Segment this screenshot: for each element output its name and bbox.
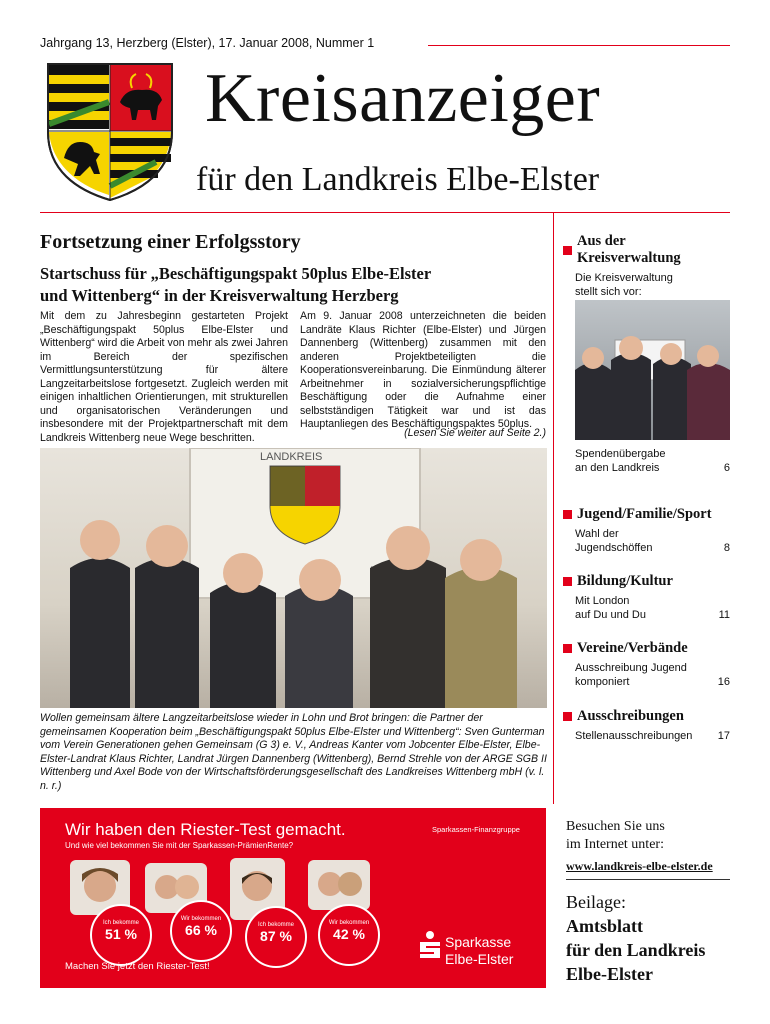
toc-entry-spendenuebergabe[interactable]: Spendenübergabe an den Landkreis 6 [575,448,730,474]
section-heading-vereine: Vereine/Verbände [563,640,730,657]
sidebar-photo [575,300,730,440]
section-bullet-icon [563,510,572,519]
photo-caption: Wollen gemeinsam ältere Langzeitarbeitslose wieder in Lohn und Brot bringen: die Partner der gemeinsamen Kooperation beim „Beschäftigungspakt 50plus Elbe-Elster und Wittenberg“: Sven Gunterman vom Verein Generationen gehen Gemeinsam (G 3) e. V., Andreas Kanter vom Jobcenter Elbe-Elster, Elbe-Elster-Landrat Klaus Richter, Landrat Jürgen Dannenberg (Wittenberg), Bernd Strehle von der ARGE SGB II Wittenberg und Axel Bode von der Wirtschaftsförderungsgesellschaft des Landkreises Wittenberg mbH (v. l. n. r.) [40,712,547,792]
ad-badge-4: Wir bekommen 42 % [318,904,380,966]
section-bullet-icon [563,712,572,721]
section-heading-jugend: Jugend/Familie/Sport [563,506,730,523]
toc-page-number: 16 [717,676,730,688]
ad-subline: Und wie viel bekommen Sie mit der Sparkassen-PrämienRente? [65,841,294,850]
continued-note: (Lesen Sie weiter auf Seite 2.) [404,427,546,439]
web-box: Besuchen Sie uns im Internet unter: www.landkreis-elbe-elster.de [566,818,730,875]
header-rule [428,45,730,46]
article-subtitle-line1: Startschuss für „Beschäftigungspakt 50plus Elbe-Elster [40,264,432,283]
main-photo [40,448,547,708]
toc-entry-london[interactable]: Mit London auf Du und Du 11 [575,595,730,621]
ad-cta: Machen Sie jetzt den Riester-Test! [65,961,210,972]
article-column-1: Mit dem zu Jahresbeginn gestarteten Projekt „Beschäftigungspakt 50plus Elbe-Elster und Wittenberg“ wird die Arbeit von mehr als zwei Jahren im Bereich der spezifischen Vermittlungsunterstützung für ältere Langzeitarbeitslose fortgesetzt. Zugleich werden mit einigen inhaltlichen Orientierungen, mit strukturellen und organisatorischen Veränderungen und insbesondere mit der Projektpartnerschaft mit dem Landkreis Wittenberg neue Wege beschritten. [40,310,288,444]
ad-badge-1: Ich bekomme 51 % [90,904,152,966]
toc-entry-stellenausschreibungen[interactable]: Stellenausschreibungen 17 [575,730,730,742]
section-heading-bildung: Bildung/Kultur [563,573,730,590]
newspaper-title: Kreisanzeiger [205,60,601,137]
ad-brand: Sparkasse Elbe-Elster [445,934,514,967]
ad-badge-3: Ich bekomme 87 % [245,906,307,968]
coat-of-arms-icon [46,62,174,202]
sparkasse-logo-icon [418,930,442,958]
ad-headline: Wir haben den Riester-Test gemacht. [65,820,346,839]
article-subtitle-line2: und Wittenberg“ in der Kreisverwaltung Herzberg [40,286,399,305]
issue-line: Jahrgang 13, Herzberg (Elster), 17. Januar 2008, Nummer 1 [40,36,375,50]
photo-illustration [40,448,547,708]
ad-group: Sparkassen-Finanzgruppe [432,825,520,834]
ad-photo-4 [308,860,370,910]
section-heading-kreisverwaltung: Aus der Kreisverwaltung [563,233,730,267]
toc-page-number: 6 [723,462,730,474]
section-bullet-icon [563,577,572,586]
section-bullet-icon [563,246,572,255]
article-subtitle [40,263,550,307]
article-title: Fortsetzung einer Erfolgsstory [40,231,301,253]
section-heading-ausschreibungen: Ausschreibungen [563,708,730,725]
beilage-box: Beilage: Amtsblatt für den Landkreis Elbe-Elster [566,892,706,984]
web-box-rule [566,879,730,880]
website-link[interactable]: www.landkreis-elbe-elster.de [566,859,713,873]
toc-page-number: 11 [718,609,730,621]
photo-sign-top: LANDKREIS [260,451,323,463]
header-bottom-rule [40,212,730,213]
toc-entry-jugend-komponiert[interactable]: Ausschreibung Jugend komponiert 16 [575,662,730,688]
toc-entry-kulturamt[interactable]: Die Kreisverwaltung stellt sich vor: [575,271,730,313]
newspaper-subtitle: für den Landkreis Elbe-Elster [196,161,600,198]
column-divider [553,212,554,804]
section-bullet-icon [563,644,572,653]
toc-page-number: 8 [723,542,730,554]
sparkasse-ad[interactable] [40,808,546,988]
toc-page-number: 17 [717,730,730,742]
toc-entry-jugendschoeffen[interactable]: Wahl der Jugendschöffen 8 [575,528,730,554]
ad-badge-2: Wir bekommen 66 % [170,900,232,962]
article-column-2: Am 9. Januar 2008 unterzeichneten die beiden Landräte Klaus Richter (Elbe-Elster) und Jürgen Dannenberg (Wittenberg) zusammen mit den anderen Projektbeteiligten die Kooperationsvereinbarung. Die Einmündung älterer Arbeitnehmer in sozialversicherungspflichtige Beschäftigung oder die Aufnahme einer selbstständigen Tätigkeit war und ist das Hauptanliegen des Beschäftigungspaktes 50plus. [300,310,546,430]
